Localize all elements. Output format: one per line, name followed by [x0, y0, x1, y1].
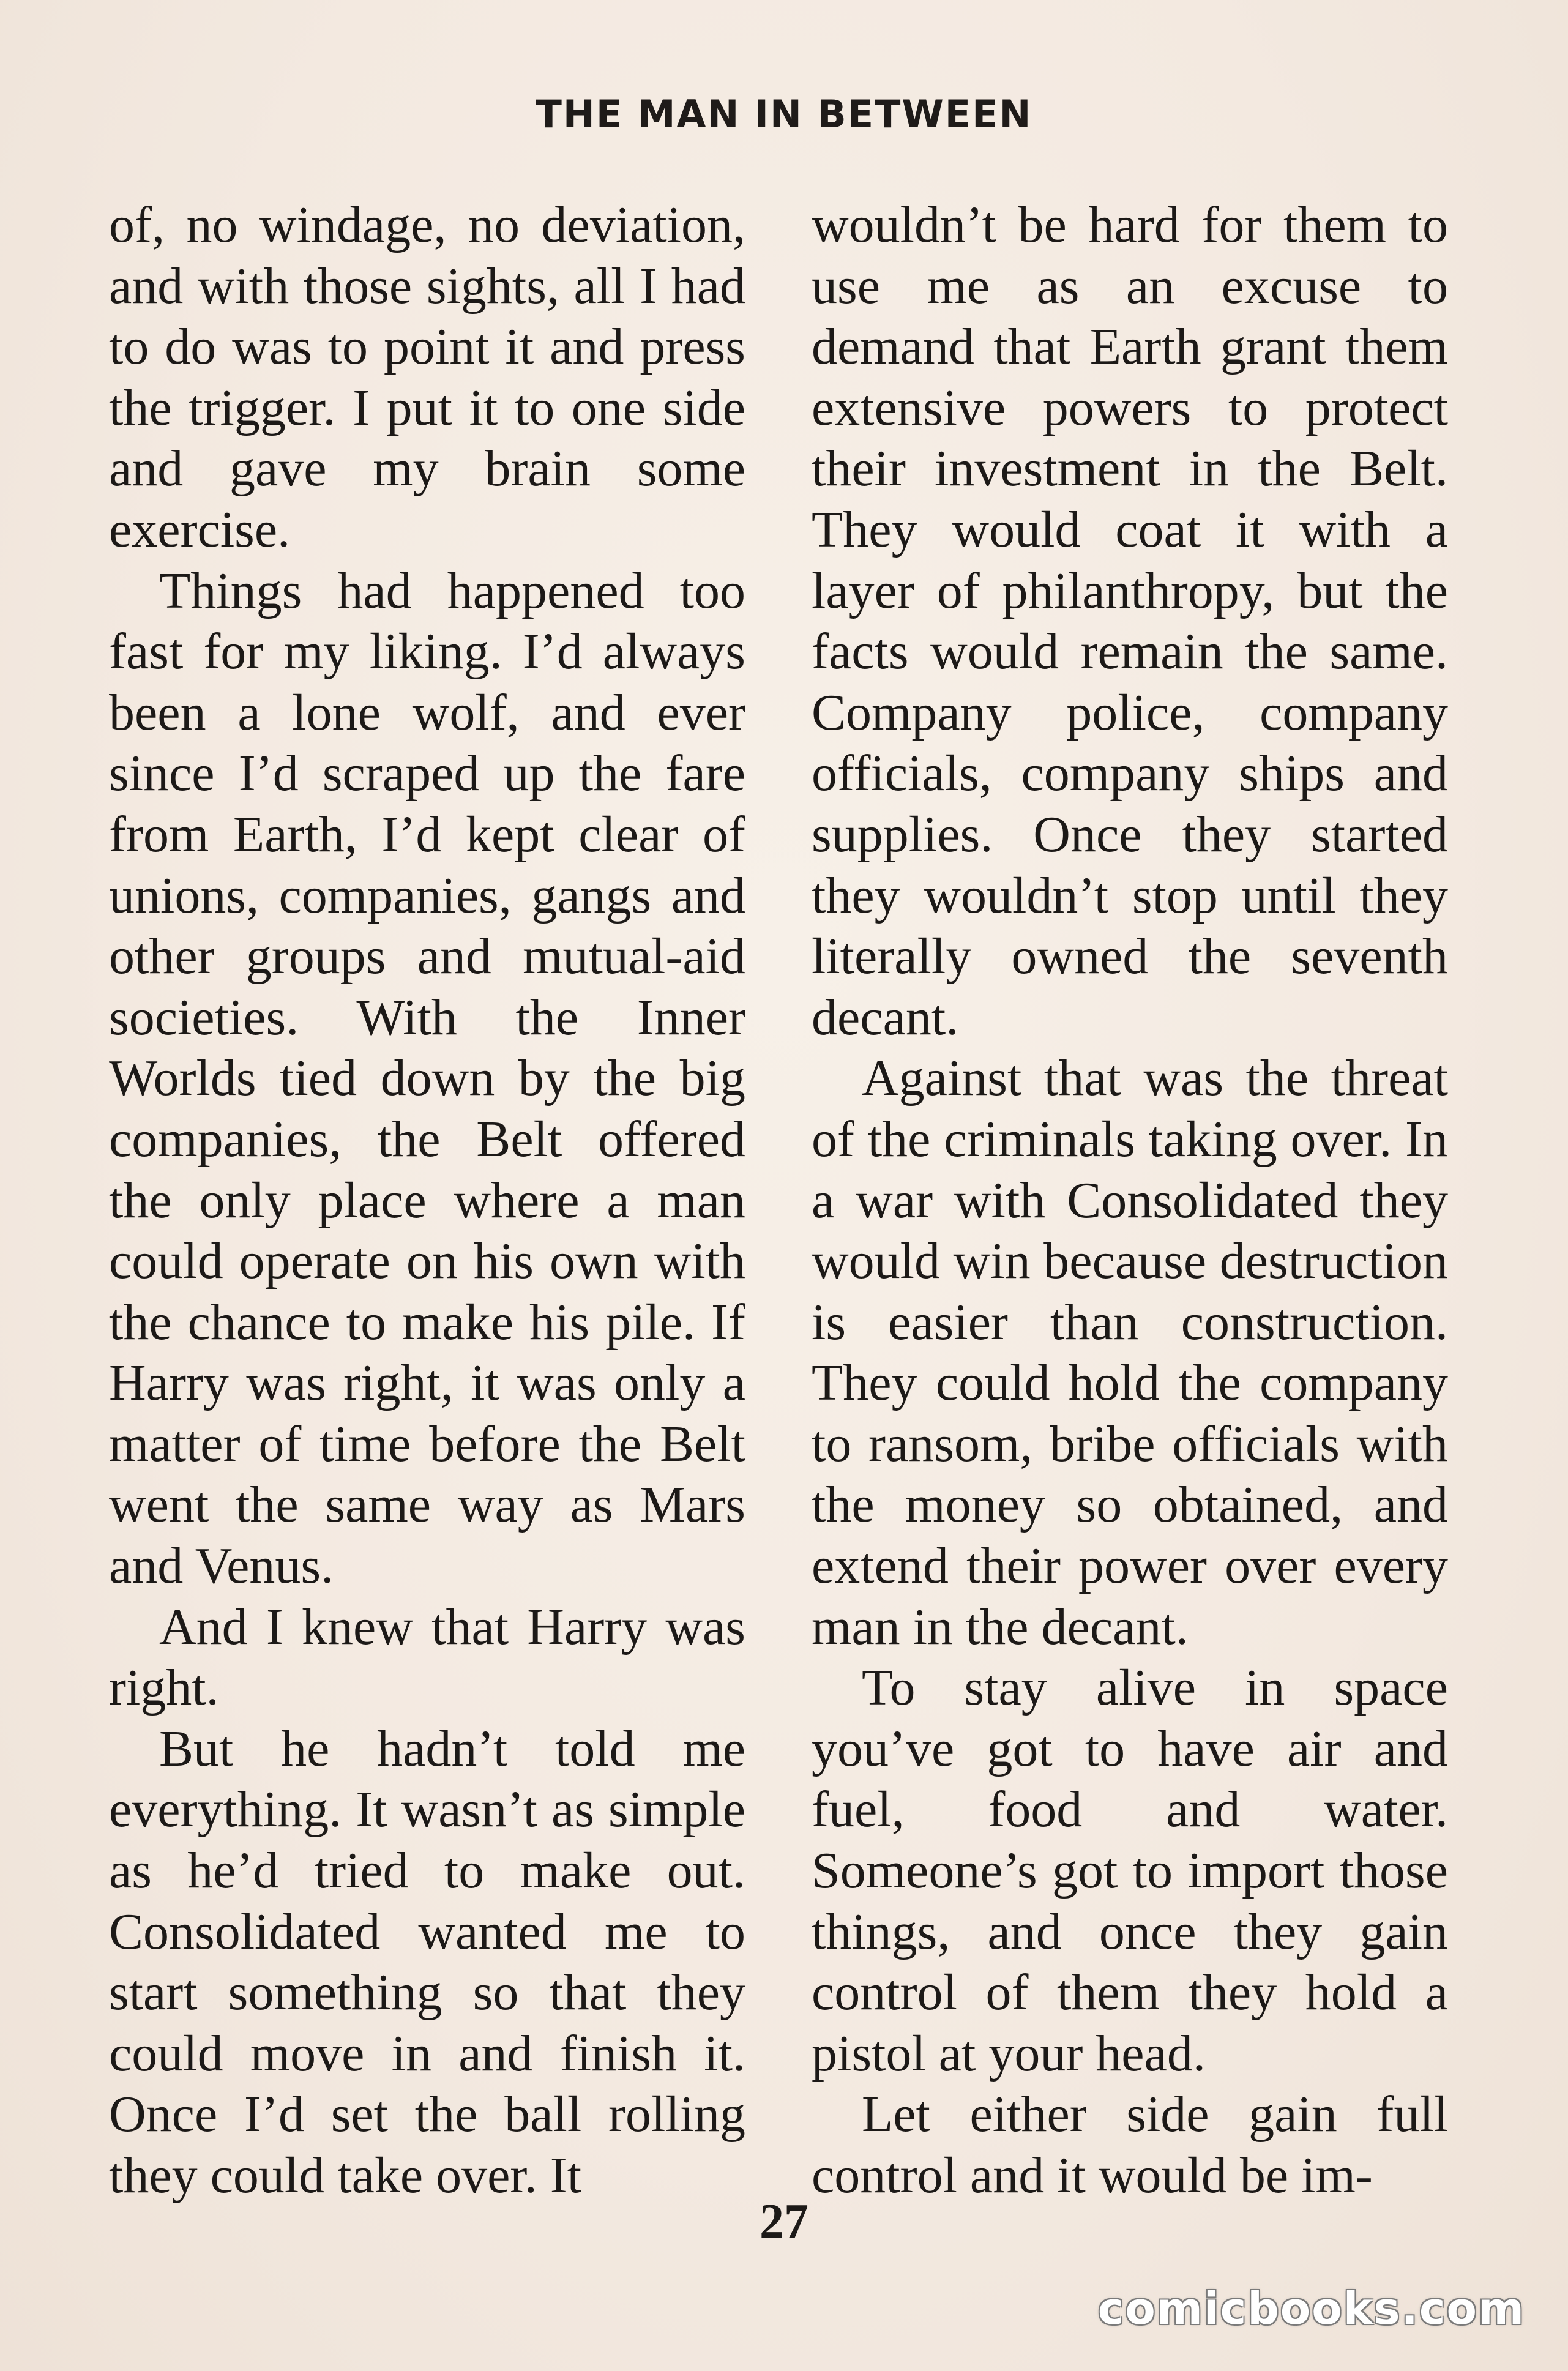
paragraph: Let either side gain full control and it would be im-	[812, 2086, 1448, 2204]
running-head: THE MAN IN BETWEEN	[536, 92, 1032, 136]
paragraph: Against that was the threat of the criminals taking over. In a war with Consolidated they would win because destruction is easier than construction. They could hold the company to ransom, bribe officials with the money so obtained, and extend their power over every man in the decant.	[812, 1050, 1448, 1656]
left-column	[109, 195, 745, 2206]
paragraph: wouldn’t be hard for them to use me as an excuse to demand that Earth grant them extensive powers to protect their investment in the Belt. They would coat it with a layer of philanthropy, but the facts would remain the same. Company police, company officials, company ships and supplies. Once they started they wouldn’t stop until they literally owned the seventh decant.	[812, 196, 1448, 1046]
paragraph: And I knew that Harry was right.	[109, 1598, 745, 1717]
paragraph: of, no windage, no deviation, and with those sights, all I had to do was to point it and press the trigger. I put it to one side and gave my brain some exercise.	[109, 196, 745, 558]
watermark-logo: comicbooks.com	[1097, 2283, 1525, 2334]
paragraph: To stay alive in space you’ve got to have air and fuel, food and water. Someone’s got to import those things, and once they gain control of them they hold a pistol at your head.	[812, 1659, 1448, 2082]
right-column	[812, 195, 1448, 2206]
page-number: 27	[760, 2195, 808, 2249]
paragraph: Things had happened too fast for my liking. I’d always been a lone wolf, and ever since I’d scraped up the fare from Earth, I’d kept clear of unions, companies, gangs and other groups and mutual-aid societies. With the Inner Worlds tied down by the big companies, the Belt offered the only place where a man could operate on his own with the chance to make his pile. If Harry was right, it was only a matter of time before the Belt went the same way as Mars and Venus.	[109, 562, 745, 1595]
paragraph: But he hadn’t told me everything. It wasn’t as simple as he’d tried to make out. Consolidated wanted me to start something so that they could move in and finish it. Once I’d set the ball rolling they could take over. It	[109, 1720, 745, 2204]
